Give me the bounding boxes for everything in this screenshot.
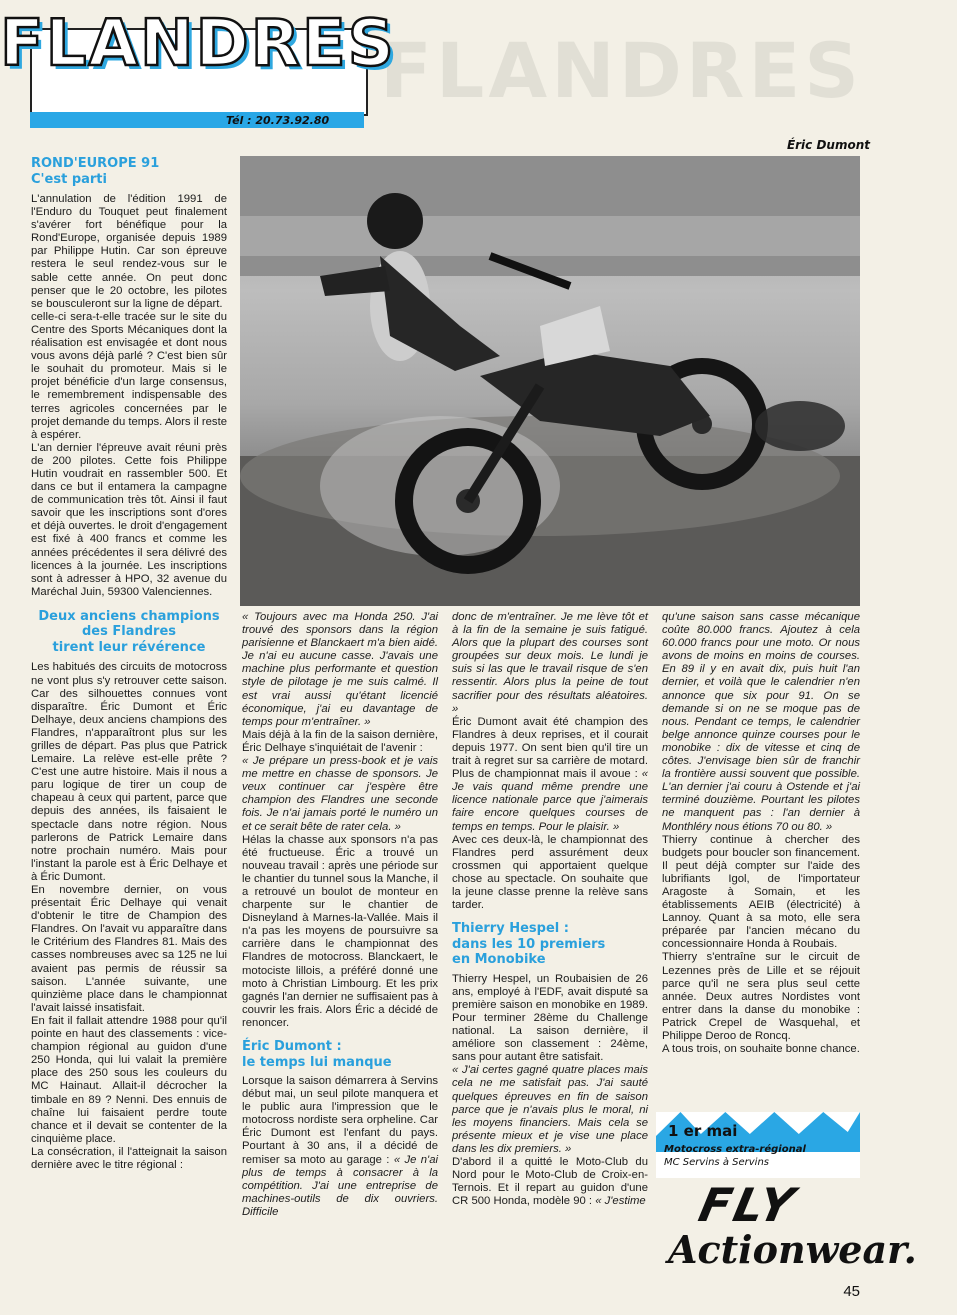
ad-event: Motocross extra-régional — [664, 1144, 806, 1155]
paragraph: Mais déjà à la fin de la saison dernière, Éric Delhaye s'inquiétait de l'avenir : — [242, 728, 438, 754]
article-heading-anciens-line3: tirent leur révérence — [52, 639, 206, 655]
actionwear-logo: Actionwear. — [668, 1227, 917, 1272]
paragraph: Thierry Hespel, un Roubaisien de 26 ans, employé à l'EDF, avait disputé sa première saison en monobike en 1989. Pour terminer 28ème du Challenge national. La saison dernière, il améliore son classement : 24ème, sans pour autant être satisfait. — [452, 972, 648, 1064]
subheading-eric-dumont-line1: Éric Dumont : — [242, 1039, 342, 1054]
section-title: FLANDRES — [0, 7, 396, 81]
column-2 — [242, 611, 438, 1291]
quote: « Je n'ai plus de temps à consacrer à la compétition. J'ai une entreprise de machines-outils de dix ouvriers. Difficile — [242, 1153, 438, 1218]
subheading-eric-dumont-line2: le temps lui manque — [242, 1054, 392, 1070]
quote: qu'une saison sans casse mécanique coûte 80.000 francs. Ajoutez à cela 60.000 francs pour une moto. Or nous avons de moins en moins de courses. En 89 il y en avait dix, puis huit l'an dernier, et voilà que le calendrier n'en annonce que six pour 91. On se demande si on ne se moque pas de nous. Pendant ce temps, le calendrier belge annonce quinze courses pour le monobike : dix de vitesse et cinq de côtes. J'envisage bien sûr de franchir la frontière aussi souvent que possible. L'an dernier j'ai couru à Ostende et j'ai terminé douzième. Pourtant les pilotes ne manquent pas : l'an dernier à Monthléry nous étions 70 ou 80. » — [662, 611, 860, 833]
article-heading-rond-europe-line1: ROND'EUROPE 91 — [31, 156, 160, 171]
article-heading-rond-europe-line2: C'est parti — [31, 171, 107, 187]
paragraph: L'annulation de l'édition 1991 de l'Enduro du Touquet peut finalement s'avérer fort bénéfique pour la Rond'Europe, organisée depuis 1989 par Philippe Hutin. Car son épreuve restera le seul rendez-vous sur le sable cette année. On peut donc penser que le 20 octobre, les pilotes se bousculeront sur la ligne de départ. — [31, 193, 227, 310]
paragraph: A tous trois, on souhaite bonne chance. — [662, 1043, 860, 1056]
motocross-rider-illustration — [240, 156, 860, 606]
column-1 — [31, 156, 227, 1290]
column-4 — [662, 611, 860, 1107]
paragraph: Lorsque la saison démarrera à Servins début mai, un seul pilote manquera et le public aura l'impression que le motocross nordiste sera orpheline. Car Éric Dumont est l'enfant du pays. Pourtant à 30 ans, il a décidé de remiser sa moto au garage : « Je n'ai plus de temps à consacrer à la compétition. J'ai une entreprise de machines-outils de dix ouvriers. Difficile — [242, 1075, 438, 1218]
ad-place: MC Servins à Servins — [664, 1157, 769, 1168]
quote: « Je vais quand même prendre une licence nationale parce que j'aimerais faire encore quelques courses de temps en temps. Pour le plaisir. » — [452, 768, 649, 833]
column-3 — [452, 611, 648, 1291]
paragraph: En novembre dernier, on vous présentait Éric Delhaye qui venait d'obtenir le titre de Champion des Flandres. On l'avait vu apparaître dans le Critérium des Flandres 81. Mais des casses nombreuses avec sa 125 ne lui avaient pas permis de réussir sa saison. L'année suivante, une quinzième place dans le championnat l'avait laissé insatisfait. — [31, 884, 227, 1014]
page-number: 45 — [843, 1283, 860, 1300]
paragraph: Thierry continue à chercher des budgets pour boucler son financement. Il peut déjà compter sur l'aide des lubrifiants Igol, de l'importateur Aragoste à Somain, et les établissements AEIB (électricité) à Lannoy. Quant à sa moto, elle sera préparée par l'ancien mécano du concessionnaire Honda à Roubais. — [662, 833, 860, 951]
subheading-thierry-hespel-line2: dans les 10 premiers — [452, 936, 606, 952]
paragraph: La consécration, il l'atteignait la saison dernière avec le titre régional : — [31, 1145, 227, 1171]
subheading-thierry-hespel-line1: Thierry Hespel : — [452, 921, 569, 937]
author-credit: Éric Dumont — [786, 138, 870, 152]
quote: « Toujours avec ma Honda 250. J'ai trouvé des sponsors dans la région parisienne et Blanckaert m'a bien aidé. Je n'ai eu aucune casse. J'avais une machine plus performante et question style de pilotage je me suis calmé. Il est vrai aussi qu'étant licencié économique, j'ai eu davantage de temps pour m'entraîner. » — [242, 611, 438, 728]
paragraph: celle-ci sera-t-elle tracée sur le site du Centre des Sports Mécaniques dont la réalisation est envisagée et dont nous vous avons déjà parlé ? C'est bien sûr le souhait du promoteur. Mais si le projet bénéficie d'un large consensus, le remembrement indispensable des terres agricoles concernées par le projet demande du temps. Alors il reste à espérer. — [31, 310, 227, 441]
quote: donc de m'entraîner. Je me lève tôt et à la fin de la semaine je suis fatigué. Alors que la plupart des courses sont groupées sur deux mois. Le lundi je suis si las que le travail risque de s'en ressentir. Alors plus la peine de tout sacrifier pour des résultats aléatoires. » — [452, 611, 648, 715]
quote: « Je prépare un press-book et je vais me mettre en chasse de sponsors. Je veux continuer car j'espère être champion des Flandres une seconde fois. Je n'ai jamais porté le numéro un et ce serait bête de rater cela. » — [242, 755, 438, 833]
paragraph: Avec ces deux-là, le championnat des Flandres perd assurément deux crossmen qui apportaient quelque chose au spectacle. On souhaite que la jeune classe prenne la relève sans tarder. — [452, 833, 648, 912]
paragraph: D'abord il a quitté le Moto-Club du Nord pour le Moto-Club de Croix-en-Ternois. Et il repart au guidon d'une CR 500 Honda, modèle 90 : « J'estime — [452, 1155, 648, 1208]
ad-date: 1 er mai — [668, 1122, 738, 1140]
quote: « J'ai certes gagné quatre places mais cela ne me satisfait pas. J'ai sauté quelques épreuves en fin de saison parce que je n'avais plus le moral, ni les moyens financiers. Mais cela se présente mieux et je vise une place dans les dix premiers. » — [452, 1064, 648, 1155]
paragraph: En fait il fallait attendre 1988 pour qu'il pointe en haut des classements : vice-champion régional au guidon d'une 250 Honda, qui lui valait la première place des 250 sous les couleurs du MC Hainaut. Allait-il décrocher la timbale en 89 ? Nenni. Des ennuis de chaîne lui faisaient perdre toute chance et il devait se contenter de la cinquième place. — [31, 1014, 227, 1145]
header-background-word: FLANDRES — [380, 26, 864, 106]
paragraph: L'an dernier l'épreuve avait réuni près de 200 pilotes. Cette fois Philippe Hutin voudrait en rassembler 500. Et dans ce but il entamera la campagne de communication très tôt. Ainsi il faut savoir que les inscriptions sont d'ores et déjà ouvertes. le droit d'engagement est fixé à 400 francs et comme les années précédentes il sera délivré des licences à la journée. Les inscriptions sont à adresser à HPO, 32 avenue du Maréchal Juin, 59300 Valenciennes. — [31, 441, 227, 598]
quote: « J'estime — [595, 1195, 646, 1208]
subheading-thierry-hespel-line3: en Monobike — [452, 952, 546, 968]
fly-logo: FLY — [694, 1178, 802, 1232]
article-heading-anciens-line2: des Flandres — [81, 624, 177, 640]
event-ad-box — [656, 1112, 860, 1178]
article-heading-anciens-line1: Deux anciens champions — [38, 608, 220, 624]
header-phone: Tél : 20.73.92.80 — [226, 114, 330, 127]
motocross-photo — [240, 156, 860, 606]
paragraph: Les habitués des circuits de motocross ne vont plus s'y retrouver cette saison. Car des silhouettes connues vont disparaître. Éric Dumont et Éric Delhaye, deux anciens champions des Flandres, n'apparaîtront plus sur les grilles de départ. Pas plus que Patrick Lemaire. La relève est-elle prête ? C'est une autre histoire. Mais il nous a paru logique de tirer un coup de chapeau à ceux qui partent, parce que depuis des années, ils faisaient le spectacle dans notre région. Nous parlerons de Patrick Lemaire dans notre prochain numéro. Mais pour l'instant la parole est à Éric Delhaye et à Éric Dumont. — [31, 661, 227, 883]
paragraph: Hélas la chasse aux sponsors n'a pas été fructueuse. Éric a trouvé un nouveau travail : après une période sur le chantier du tunnel sous la Manche, il a retrouvé un boulot de monteur en charpente sur le chantier de Disneyland à Marnes-la-Vallée. Mais il n'a pas les moyens de poursuivre sa carrière dans le championnat des Flandres de motocross. Blanckaert, le motociste lillois, a préféré donné une moto à Christian Limbourg. Et les prix gagnés l'an dernier ne suffisaient pas à couvrir les frais. Alors Éric a décidé de renoncer. — [242, 833, 439, 1029]
paragraph: Thierry s'entraîne sur le circuit de Lezennes près de Lille et se réjouit parce qu'il ne sera plus seul cette année. Deux autres Nordistes vont entrer dans la danse du monobike : Patrick Crepel de Wasquehal, et Philippe Deroo de Roncq. — [662, 951, 860, 1042]
paragraph: Éric Dumont avait été champion des Flandres à deux reprises, et il courait depuis 1977. On sent bien qu'il tire un trait à regret sur sa carrière de motard. Plus de championnat mais il avoue : « Je vais quand même prendre une licence nationale parce que j'aimerais faire encore quelques courses de temps en temps. Pour le plaisir. » — [452, 715, 649, 833]
